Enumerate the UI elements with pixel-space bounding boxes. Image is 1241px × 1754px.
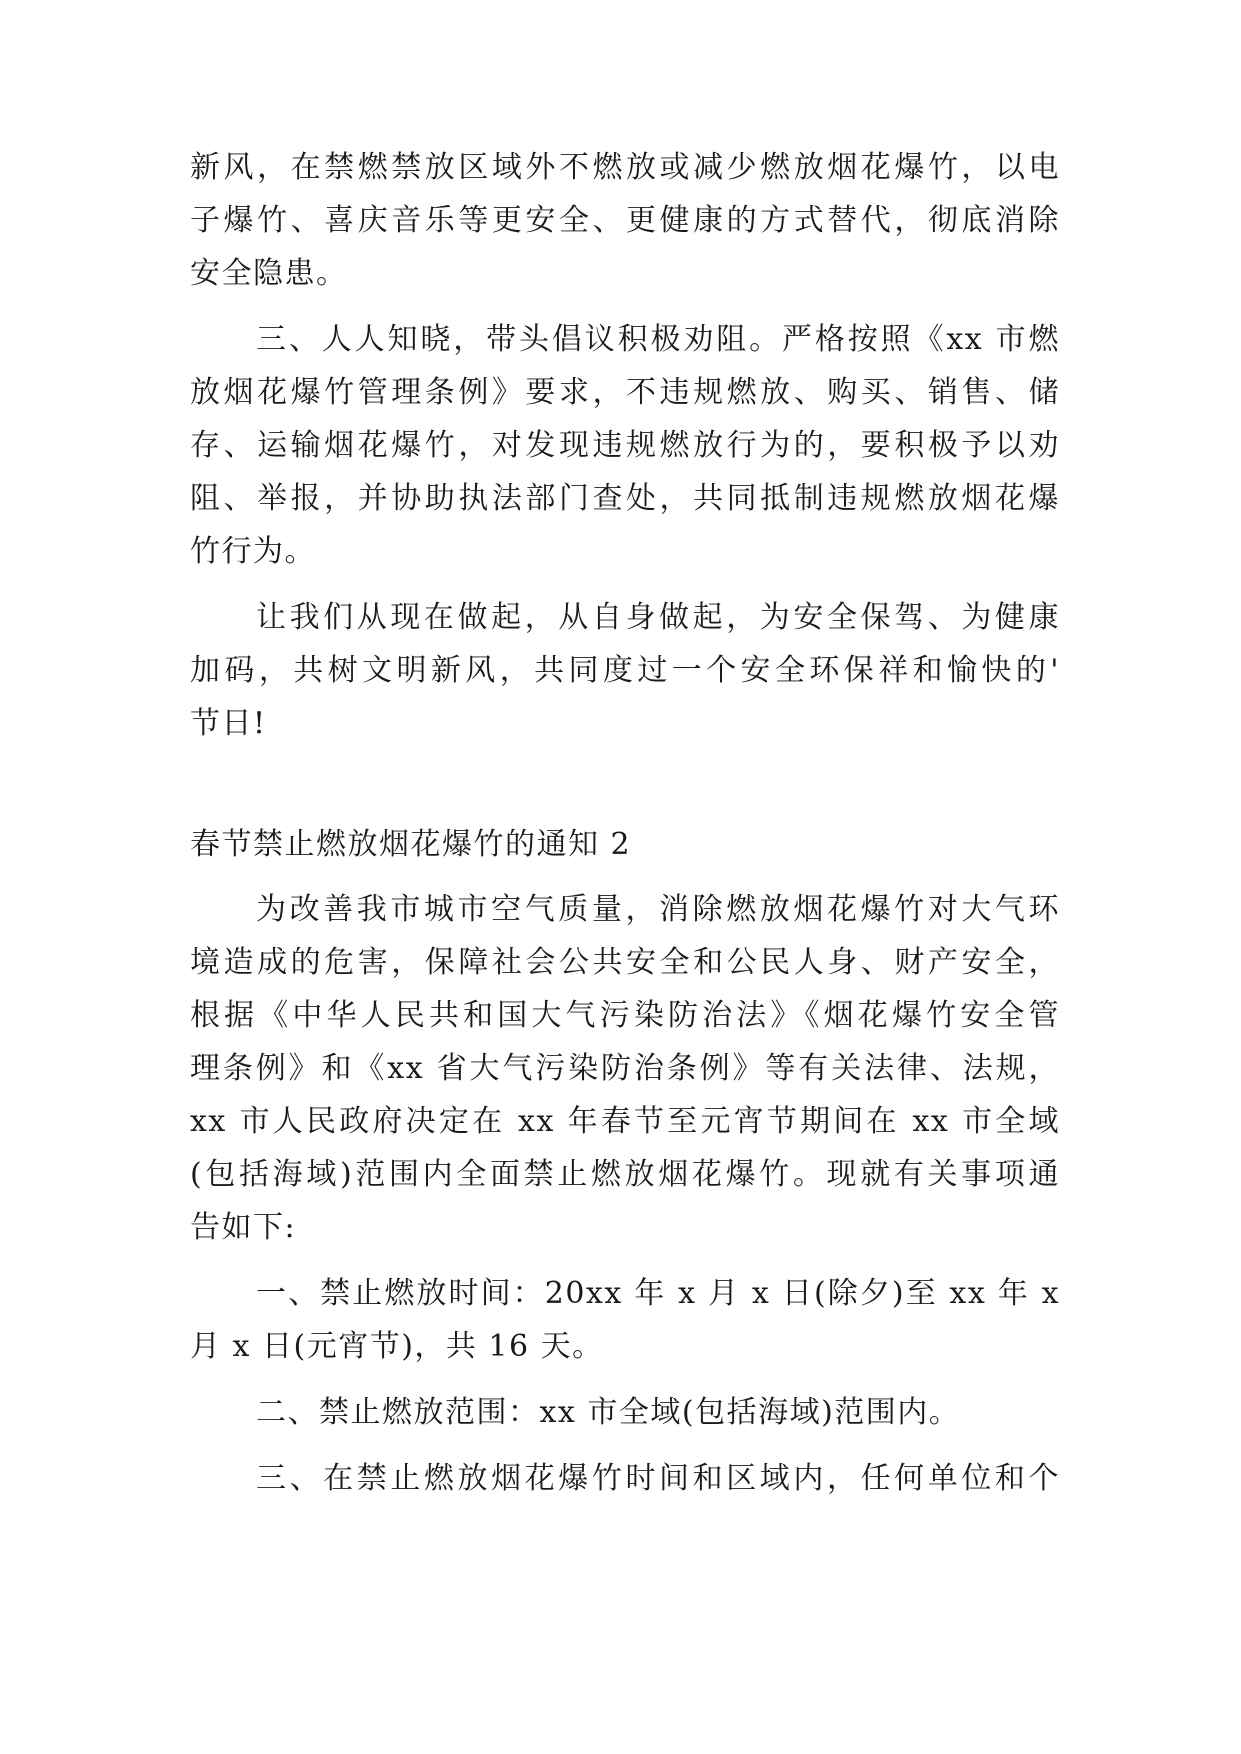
text-line: (包括海域)范围内全面禁止燃放烟花爆竹。现就有关事项通 — [190, 1157, 1060, 1192]
section-heading: 春节禁止燃放烟花爆竹的通知 2 — [190, 827, 632, 862]
text-line: 让我们从现在做起，从自身做起，为安全保驾、为健康 — [256, 600, 1060, 635]
text-line: 理条例》和《xx 省大气污染防治条例》等有关法律、法规， — [190, 1051, 1060, 1086]
text-line: 三、在禁止燃放烟花爆竹时间和区域内，任何单位和个 — [256, 1461, 1060, 1496]
text-line: 月 x 日(元宵节)，共 16 天。 — [190, 1329, 604, 1364]
text-line: 安全隐患。 — [190, 256, 348, 291]
text-line: 根据《中华人民共和国大气污染防治法》《烟花爆竹安全管 — [190, 998, 1060, 1033]
text-line: 一、禁止燃放时间：20xx 年 x 月 x 日(除夕)至 xx 年 x — [256, 1276, 1060, 1311]
text-line: 阻、举报，并协助执法部门查处，共同抵制违规燃放烟花爆 — [190, 481, 1060, 516]
text-line: 境造成的危害，保障社会公共安全和公民人身、财产安全， — [190, 945, 1060, 980]
text-line: 竹行为。 — [190, 534, 316, 569]
text-line: 节日! — [190, 706, 267, 741]
text-line: 三、人人知晓，带头倡议积极劝阻。严格按照《xx 市燃 — [256, 322, 1060, 357]
text-line: 存、运输烟花爆竹，对发现违规燃放行为的，要积极予以劝 — [190, 428, 1060, 463]
text-line: xx 市人民政府决定在 xx 年春节至元宵节期间在 xx 市全域 — [190, 1104, 1060, 1139]
text-line: 为改善我市城市空气质量，消除燃放烟花爆竹对大气环 — [256, 892, 1060, 927]
text-line: 放烟花爆竹管理条例》要求，不违规燃放、购买、销售、储 — [190, 375, 1060, 410]
text-line: 告如下: — [190, 1210, 297, 1245]
text-line: 新风，在禁燃禁放区域外不燃放或减少燃放烟花爆竹，以电 — [190, 150, 1060, 185]
text-line: 二、禁止燃放范围：xx 市全域(包括海域)范围内。 — [256, 1395, 961, 1430]
text-line: 加码，共树文明新风，共同度过一个安全环保祥和愉快的' — [190, 653, 1060, 688]
text-line: 子爆竹、喜庆音乐等更安全、更健康的方式替代，彻底消除 — [190, 203, 1060, 238]
